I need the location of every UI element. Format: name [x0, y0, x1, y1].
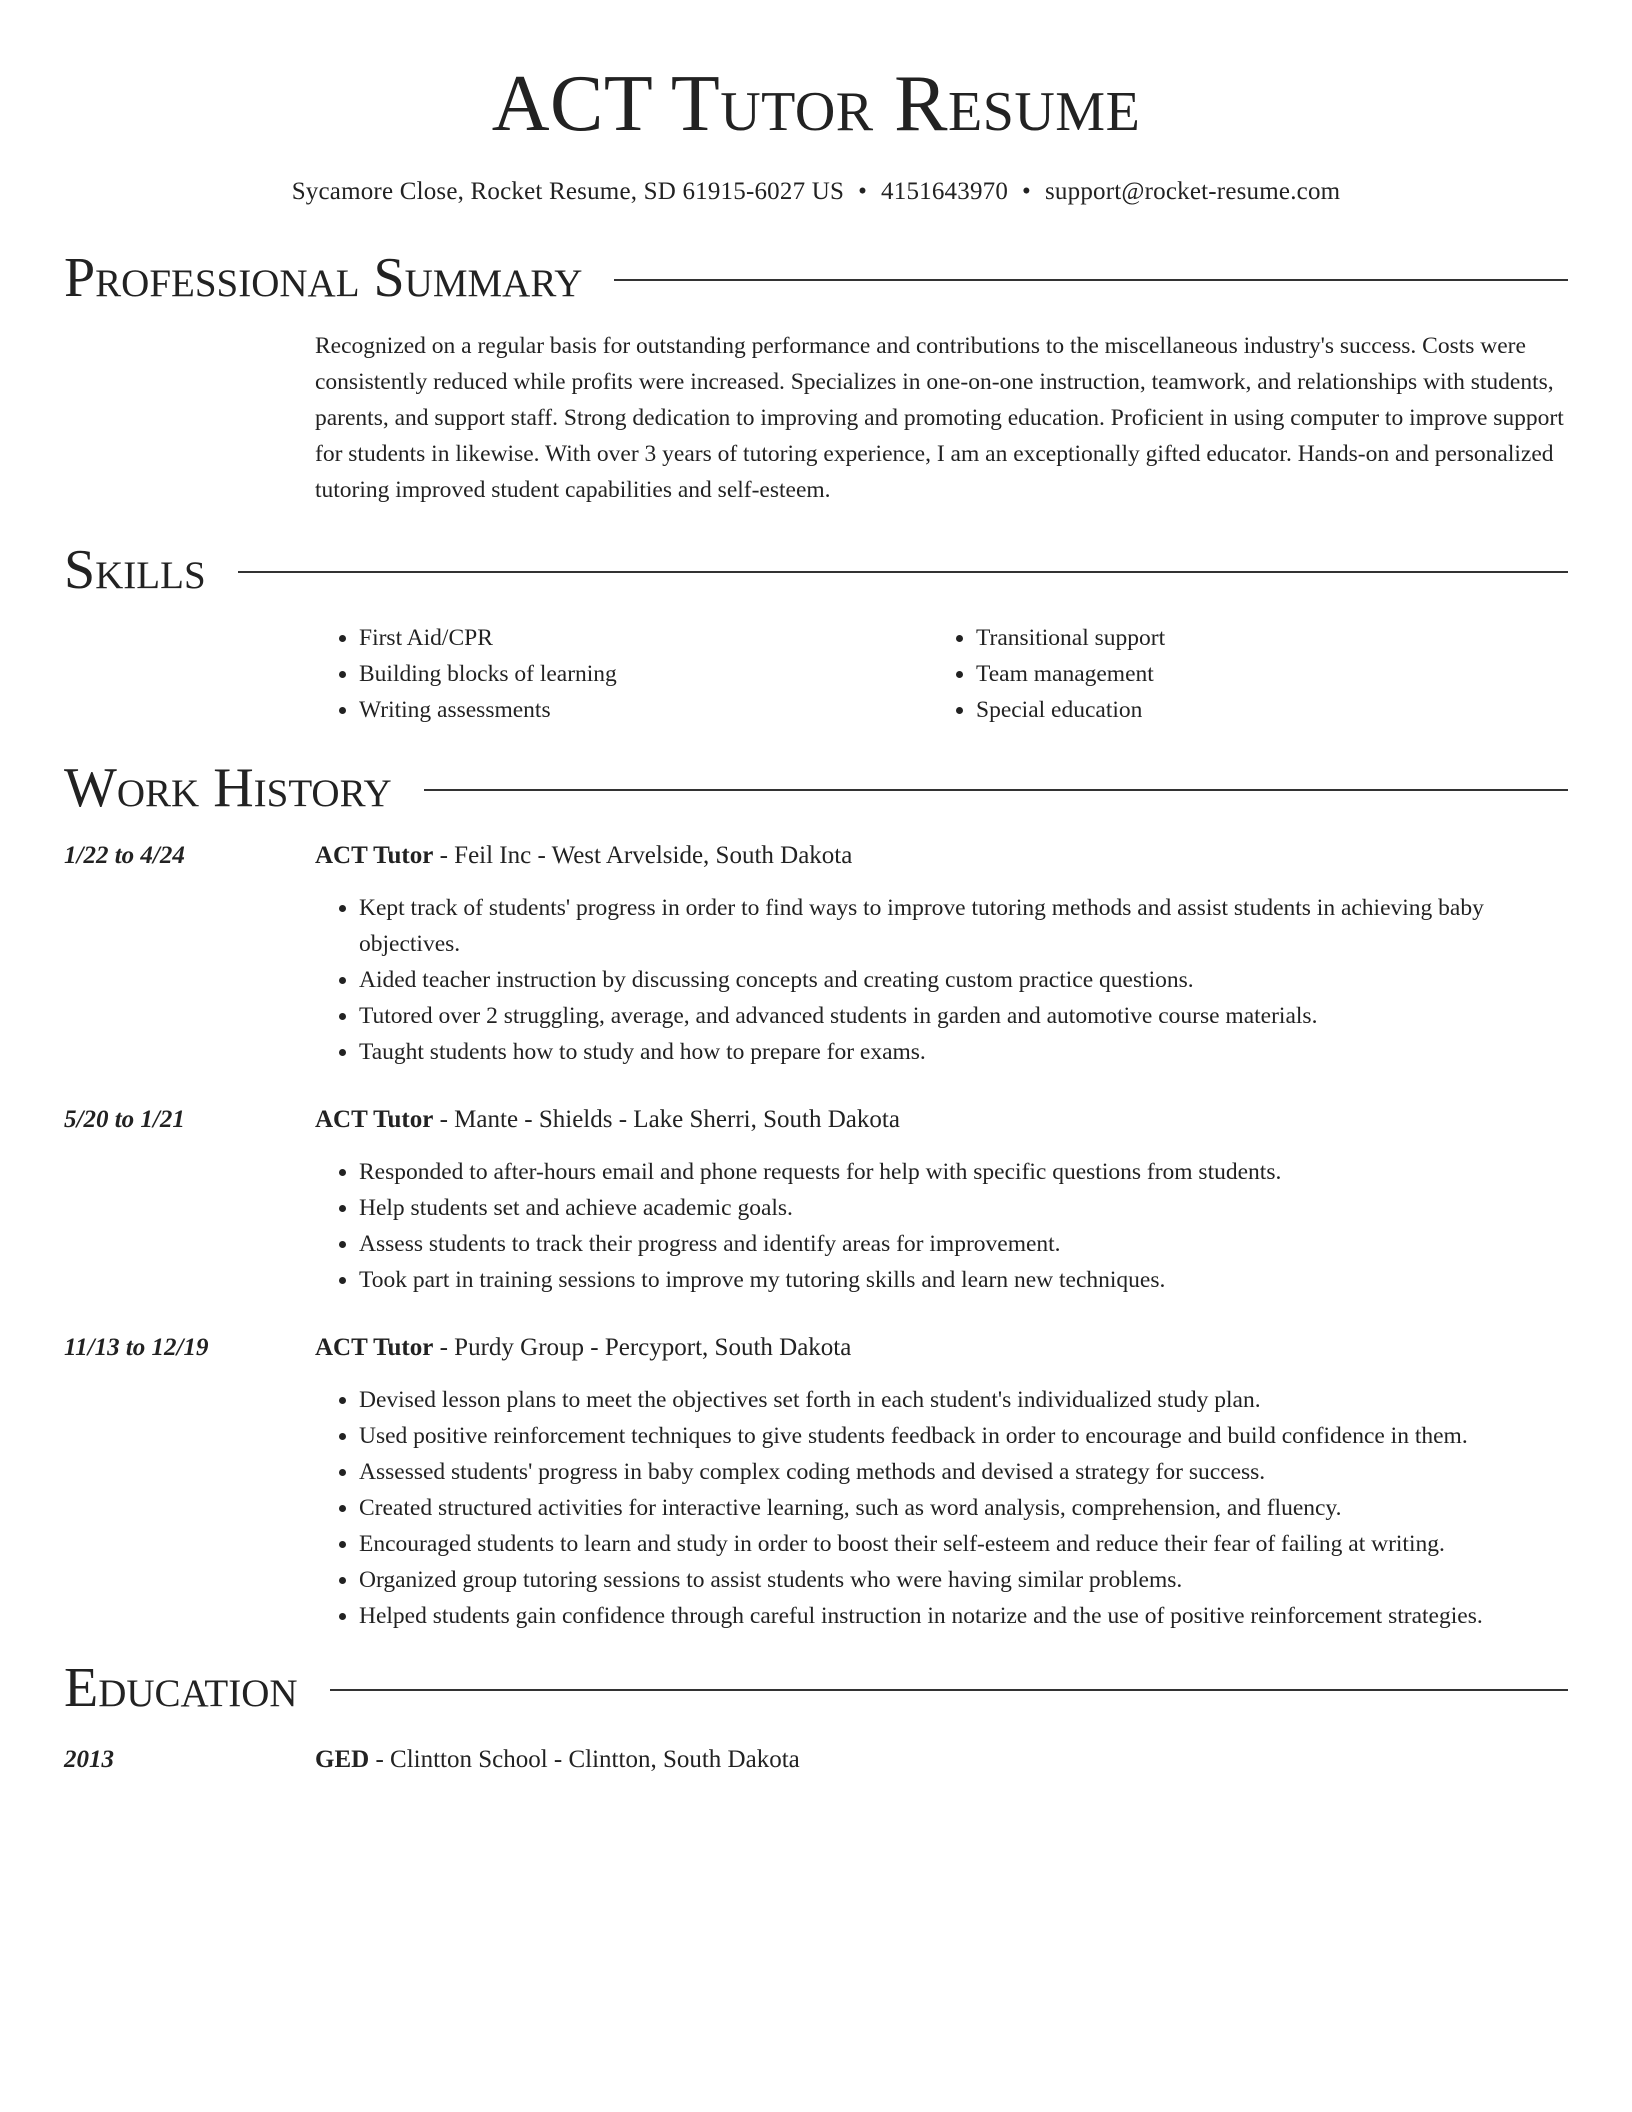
job-dates: 1/22 to 4/24	[64, 842, 185, 869]
education-header	[315, 1742, 1568, 1778]
skills-column-left	[315, 620, 932, 728]
skill-item: • Building blocks of learning	[359, 656, 932, 692]
job-employer: - Feil Inc - West Arvelside, South Dakota	[433, 842, 853, 869]
job-body	[315, 1330, 1568, 1634]
job-employer: - Mante - Shields - Lake Sherri, South Dakota	[433, 1106, 900, 1133]
job-body	[315, 1102, 1568, 1298]
job-body	[315, 838, 1568, 1070]
job-dates: 5/20 to 1/21	[64, 1106, 185, 1133]
education-section-header	[64, 1656, 1568, 1720]
education-degree: GED	[315, 1746, 370, 1773]
job-bullet: • Encouraged students to learn and study in order to boost their self-esteem and reduce their fear of failing at writing.	[359, 1526, 1568, 1562]
job-bullet: • Assessed students' progress in baby complex coding methods and devised a strategy for success.	[359, 1454, 1568, 1490]
section-divider	[424, 789, 1568, 791]
job-bullets	[315, 890, 1568, 1070]
skills-heading: Skills	[64, 539, 206, 601]
contact-separator: •	[858, 178, 868, 205]
skill-item: • First Aid/CPR	[359, 620, 932, 656]
job-entry	[64, 1102, 1568, 1298]
job-bullet: • Organized group tutoring sessions to assist students who were having similar problems.	[359, 1562, 1568, 1598]
skills-section-header	[64, 538, 1568, 602]
resume-title: ACT Tutor Resume	[491, 60, 1141, 148]
job-bullets	[315, 1382, 1568, 1634]
work-section-header	[64, 756, 1568, 820]
summary-section-header	[64, 246, 1568, 310]
skills-list	[315, 620, 1568, 728]
job-bullet: • Created structured activities for interactive learning, such as word analysis, comprehension, and fluency.	[359, 1490, 1568, 1526]
skill-item: • Special education	[976, 692, 1549, 728]
job-header	[315, 838, 1568, 874]
skill-item: • Writing assessments	[359, 692, 932, 728]
job-bullet: • Helped students gain confidence through careful instruction in notarize and the use of positive reinforcement strategies.	[359, 1598, 1568, 1634]
contact-address: Sycamore Close, Rocket Resume, SD 61915-6027 US	[291, 178, 845, 205]
contact-email: support@rocket-resume.com	[1045, 178, 1341, 205]
job-bullets	[315, 1154, 1568, 1298]
education-body	[315, 1742, 1568, 1778]
education-school: - Clintton School - Clintton, South Dakota	[369, 1746, 800, 1773]
contact-line	[64, 176, 1568, 208]
summary-text: Recognized on a regular basis for outstanding performance and contributions to the miscellaneous industry's success. Costs were consistently reduced while profits were increased. Specializes in one-on-one instruction, teamwork, and relationships with students, parents, and support staff. Strong dedication to improving and promoting education. Proficient in using computer to improve support for students in likewise. With over 3 years of tutoring experience, I am an exceptionally gifted educator. Hands-on and personalized tutoring improved student capabilities and self-esteem.	[315, 333, 1564, 503]
job-bullet: • Taught students how to study and how to prepare for exams.	[359, 1034, 1568, 1070]
education-entry	[64, 1742, 1568, 1778]
job-header	[315, 1330, 1568, 1366]
education-heading: Education	[64, 1657, 298, 1719]
work-heading: Work History	[64, 757, 392, 819]
resume-page	[64, 0, 1568, 1778]
job-entry	[64, 838, 1568, 1070]
job-entry	[64, 1330, 1568, 1634]
contact-separator: •	[1022, 178, 1031, 205]
job-role: ACT Tutor	[315, 842, 434, 869]
job-employer: - Purdy Group - Percyport, South Dakota	[433, 1334, 852, 1361]
section-divider	[614, 279, 1568, 281]
section-divider	[330, 1689, 1568, 1691]
section-divider	[238, 571, 1568, 573]
job-role: ACT Tutor	[315, 1106, 434, 1133]
skill-item: • Transitional support	[976, 620, 1549, 656]
job-bullet: • Responded to after-hours email and phone requests for help with specific questions from students.	[359, 1154, 1568, 1190]
skill-item: • Team management	[976, 656, 1549, 692]
job-header	[315, 1102, 1568, 1138]
job-bullet: • Took part in training sessions to improve my tutoring skills and learn new techniques.	[359, 1262, 1568, 1298]
education-year: 2013	[64, 1746, 114, 1773]
job-bullet: • Aided teacher instruction by discussing concepts and creating custom practice questions.	[359, 962, 1568, 998]
job-bullet: • Help students set and achieve academic goals.	[359, 1190, 1568, 1226]
summary-heading: Professional Summary	[64, 247, 583, 309]
contact-phone: 4151643970	[881, 178, 1009, 205]
job-bullet: • Devised lesson plans to meet the objectives set forth in each student's individualized study plan.	[359, 1382, 1568, 1418]
job-bullet: • Tutored over 2 struggling, average, and advanced students in garden and automotive course materials.	[359, 998, 1568, 1034]
skills-column-right	[932, 620, 1549, 728]
job-dates: 11/13 to 12/19	[64, 1334, 209, 1361]
job-bullet: • Used positive reinforcement techniques to give students feedback in order to encourage and build confidence in them.	[359, 1418, 1568, 1454]
job-role: ACT Tutor	[315, 1334, 434, 1361]
job-bullet: • Assess students to track their progress and identify areas for improvement.	[359, 1226, 1568, 1262]
job-bullet: • Kept track of students' progress in order to find ways to improve tutoring methods and assist students in achieving baby objectives.	[359, 890, 1568, 962]
